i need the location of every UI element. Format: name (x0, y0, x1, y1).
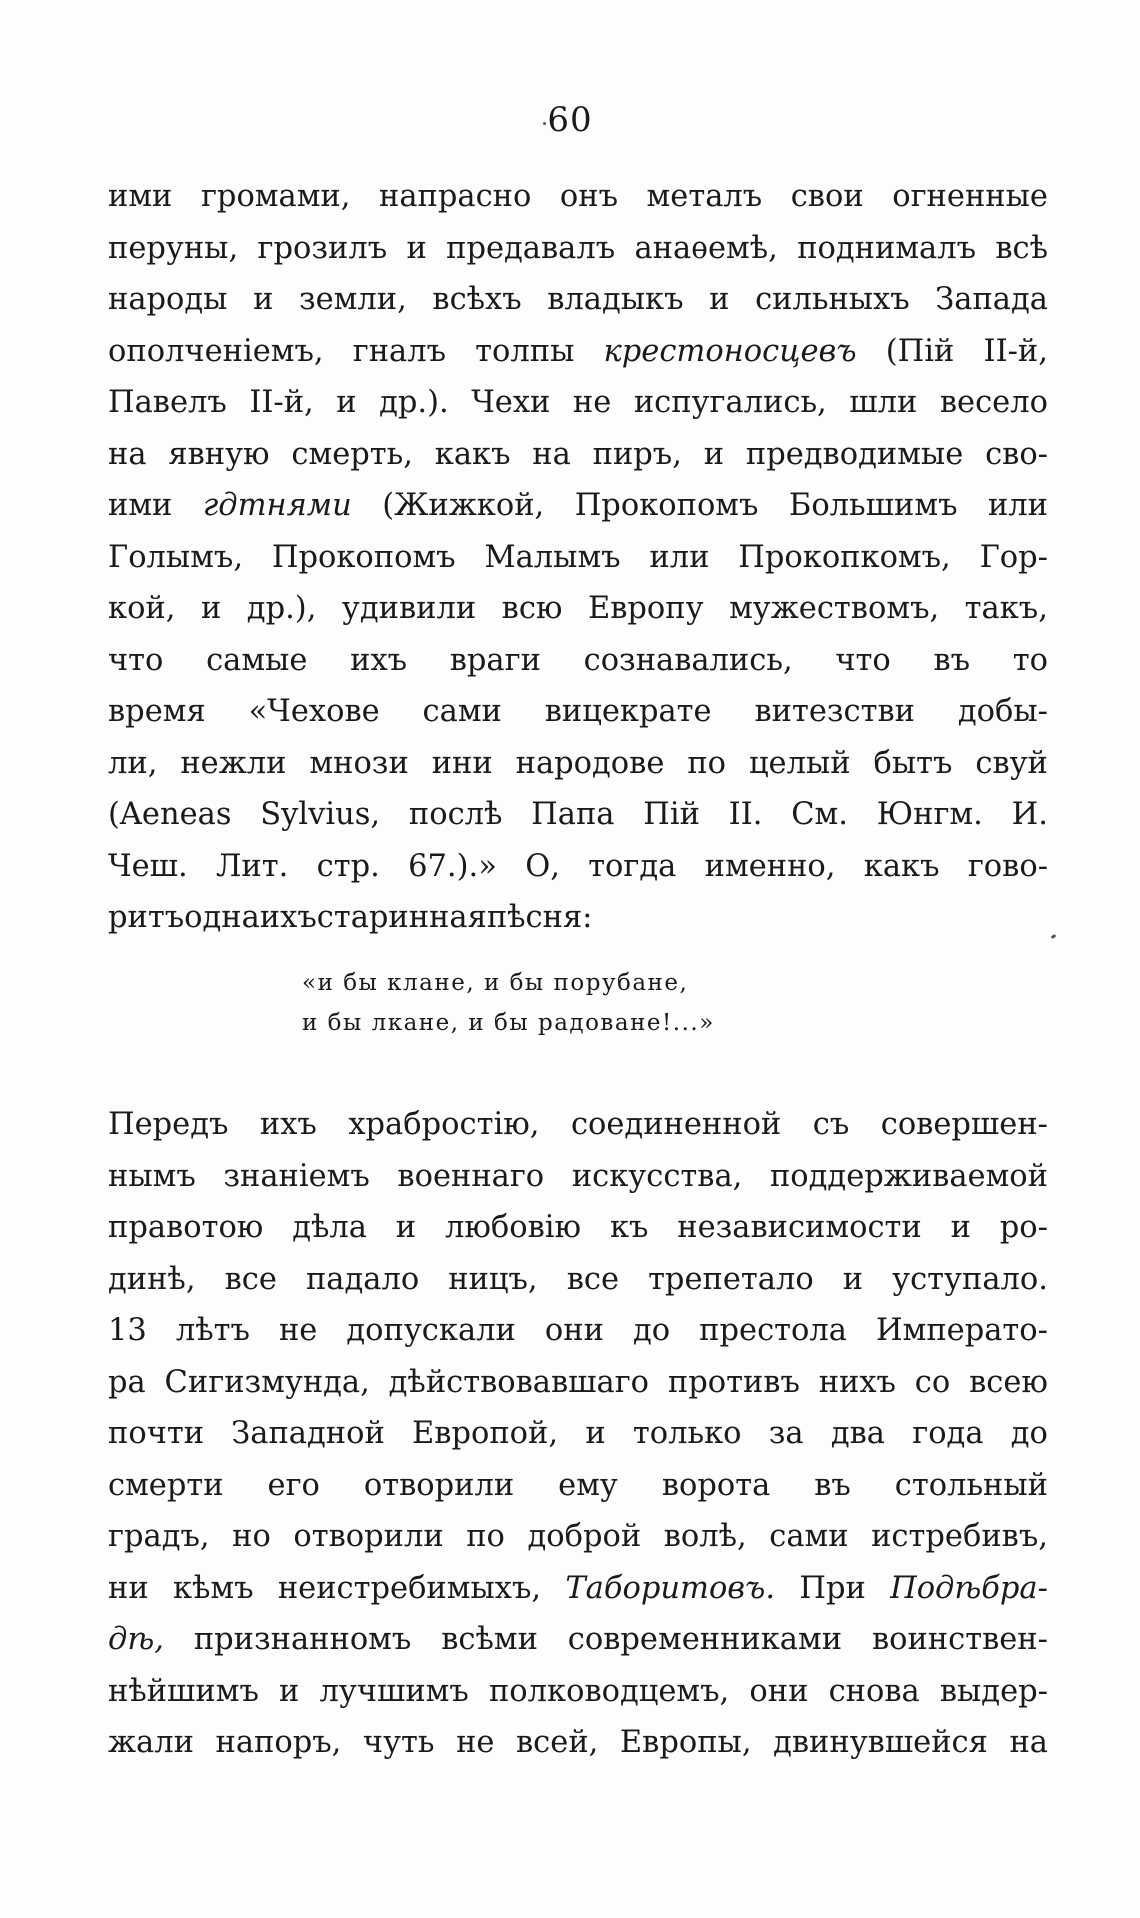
word: и (585, 1416, 606, 1451)
word: напоръ, (215, 1725, 342, 1760)
word: всѣхъ (432, 282, 522, 317)
word: др.), (246, 591, 317, 626)
word: независимости (677, 1210, 922, 1245)
word: вицекрате (544, 694, 712, 729)
word: что (835, 642, 891, 678)
word: О, (525, 848, 560, 884)
text-line (108, 1408, 1048, 1460)
word: ихъ (259, 900, 317, 935)
word: поднималъ (797, 230, 977, 266)
word: храбростію, (348, 1107, 540, 1142)
word: самые (206, 642, 308, 678)
word: тогда (588, 848, 677, 884)
word: земли, (299, 282, 407, 317)
text-line (108, 1357, 1048, 1409)
word: и (709, 282, 730, 317)
word: явную (168, 436, 270, 472)
text-line (108, 480, 1048, 532)
word: или (649, 539, 710, 575)
word: все (566, 1261, 619, 1297)
word: Юнгм. (876, 797, 983, 832)
word: др.). (379, 385, 449, 420)
word: жали (108, 1725, 194, 1760)
word: трепетало (648, 1261, 814, 1297)
word: Запада (935, 282, 1048, 317)
word: толпы (475, 333, 575, 369)
word: старинная (316, 900, 487, 935)
word: двинувшейся (773, 1725, 988, 1760)
word: и (842, 1261, 864, 1297)
word: всю (501, 591, 563, 626)
word: какъ (863, 848, 940, 884)
word: уступало. (892, 1261, 1048, 1297)
word: ополченіемъ, (108, 333, 324, 369)
word: (Жижкой, (382, 488, 545, 523)
word: то (1012, 642, 1048, 678)
word: градъ, (108, 1519, 210, 1554)
word: доброй (527, 1519, 642, 1554)
word: гово- (967, 848, 1048, 884)
word: шли (849, 385, 918, 420)
word: динѣ, (108, 1261, 196, 1297)
word: ра (108, 1364, 146, 1400)
word: Папа (531, 797, 615, 832)
word: и (200, 591, 222, 626)
word: дѣла (292, 1210, 367, 1245)
word: стольный (894, 1467, 1048, 1503)
word: Павелъ (108, 385, 227, 420)
word: и (253, 282, 274, 317)
word: нихъ (818, 1364, 896, 1400)
word: Прокопкомъ, (738, 539, 951, 575)
word: въ (814, 1467, 851, 1503)
word: искусства, (571, 1158, 743, 1194)
word: современниками (567, 1622, 843, 1657)
word: (Aeneas (108, 797, 232, 832)
word: военнаго (397, 1158, 545, 1194)
word: они (749, 1673, 809, 1709)
word: онъ (559, 179, 618, 214)
word: нѣйшимъ (108, 1673, 259, 1709)
text-line (108, 1254, 1048, 1306)
word: Европы, (619, 1725, 752, 1760)
word: ро- (999, 1210, 1048, 1245)
word: испугались, (633, 385, 827, 420)
word: грозилъ (257, 230, 388, 266)
word: не (572, 385, 612, 420)
word: и (336, 385, 357, 420)
word: Гор- (979, 539, 1048, 575)
word: бытъ (873, 745, 953, 781)
word: витезстви (754, 694, 915, 729)
word: ни (108, 1570, 149, 1606)
word: Прокопомъ (574, 488, 759, 523)
word: пиръ, (592, 436, 682, 472)
word: дѣйствовавшаго (388, 1364, 650, 1400)
word: по (466, 1519, 505, 1554)
word: все (224, 1261, 277, 1297)
word: только (632, 1416, 742, 1451)
paragraph-1 (108, 171, 1048, 944)
word: Чехи (471, 385, 551, 420)
word: ихъ (350, 642, 408, 678)
word: ворота (661, 1467, 771, 1503)
word: 67.).» (408, 848, 497, 884)
word: не (456, 1725, 495, 1760)
text-line (108, 1563, 1048, 1615)
word: II. (728, 797, 763, 832)
word: совершен- (880, 1107, 1048, 1142)
word: воинствен- (871, 1622, 1048, 1657)
word: и (395, 1210, 417, 1245)
word: кой, (108, 591, 176, 626)
word: пѣсня: (486, 900, 593, 935)
word: чуть (362, 1725, 435, 1760)
word: знаніемъ (223, 1158, 370, 1194)
word: лѣтъ (175, 1313, 250, 1348)
word: именно, (704, 848, 836, 884)
word: правотою (108, 1210, 264, 1245)
word: 13 (108, 1313, 147, 1348)
text-line (108, 1614, 1048, 1666)
word: почти (108, 1416, 205, 1451)
word: дѣ, (108, 1622, 164, 1657)
word: въ (933, 642, 971, 678)
word: ницъ, (448, 1261, 538, 1297)
word: Лит. (215, 848, 289, 884)
word: неистребимыхъ, (277, 1570, 542, 1606)
word: враги (449, 642, 541, 678)
word: добы- (957, 694, 1048, 729)
text-line (108, 326, 1048, 378)
word: не (278, 1313, 318, 1348)
word: его (267, 1467, 320, 1503)
word: крестоносцевъ (603, 333, 857, 369)
word: истребивъ, (871, 1519, 1048, 1554)
word: Прокопомъ (271, 539, 456, 575)
word: за (768, 1416, 804, 1451)
text-line (108, 1666, 1048, 1718)
word: отворили (363, 1467, 515, 1503)
paragraph-2 (108, 1099, 1048, 1769)
word: они (544, 1313, 604, 1348)
word: свои (790, 179, 864, 214)
word: къ (609, 1210, 649, 1245)
word: до (1010, 1416, 1048, 1451)
word: нымъ (108, 1158, 196, 1194)
word: удивили (341, 591, 477, 626)
word: II-й, (249, 385, 314, 420)
verse-line-1: «и бы клане, и бы порубане, (302, 970, 689, 996)
word: предводимые (745, 436, 964, 472)
text-line (108, 274, 1048, 326)
word: года (912, 1416, 984, 1451)
word: перуны, (108, 230, 239, 266)
text-line (108, 738, 1048, 790)
word: на (1009, 1725, 1048, 1760)
word: престола (699, 1313, 847, 1348)
word: и (279, 1673, 300, 1709)
word: кѣмъ (172, 1570, 254, 1606)
text-line (108, 635, 1048, 687)
text-line (108, 686, 1048, 738)
text-line (108, 583, 1048, 635)
word: свуй (975, 745, 1048, 781)
text-line (108, 171, 1048, 223)
word: Западной (231, 1416, 385, 1451)
word: сво- (985, 436, 1048, 472)
verse-line-2: и бы лкане, и бы радоване!...» (302, 1010, 715, 1036)
word: народове (515, 745, 665, 781)
word: и (703, 436, 725, 472)
word: Большимъ (788, 488, 958, 523)
word: гналъ (352, 333, 447, 369)
word: смерть, (291, 436, 413, 472)
word: сознавались, (583, 642, 793, 678)
word: стр. (316, 848, 380, 884)
word: громами, (200, 179, 351, 214)
word: Передъ (108, 1107, 229, 1142)
word: но (232, 1519, 271, 1554)
word: время (108, 694, 206, 729)
word: лучшимъ (319, 1673, 469, 1709)
word: целый (748, 745, 851, 781)
text-line (108, 1202, 1048, 1254)
word: одна (184, 900, 260, 935)
word: Императо- (876, 1313, 1048, 1348)
word: поддерживаемой (769, 1158, 1048, 1194)
word: ими (108, 488, 173, 523)
word: См. (791, 797, 848, 832)
word: ему (558, 1467, 618, 1503)
word: гдтнями (202, 488, 352, 523)
word: Пій (643, 797, 700, 832)
word: всѣми (441, 1622, 538, 1657)
text-line (108, 789, 1048, 841)
text-line (108, 892, 1048, 944)
word: мнози (309, 745, 409, 781)
text-line (108, 377, 1048, 429)
word: И. (1011, 797, 1048, 832)
word: Малымъ (484, 539, 621, 575)
word: два (830, 1416, 885, 1451)
page-number: 60 (547, 100, 593, 140)
word: ритъ (108, 900, 185, 935)
word: сильныхъ (755, 282, 910, 317)
word: народы (108, 282, 228, 317)
word: на (532, 436, 571, 472)
word: металъ (646, 179, 763, 214)
word: всѣ (995, 230, 1048, 266)
word: какъ (434, 436, 511, 472)
word: и (406, 230, 427, 266)
word: волѣ, (663, 1519, 747, 1554)
word: полководцемъ, (488, 1673, 730, 1709)
word: мужествомъ, (729, 591, 940, 626)
word: всей, (516, 1725, 599, 1760)
word: допускали (346, 1313, 516, 1348)
word: выдер- (939, 1673, 1048, 1709)
word: сами (769, 1519, 849, 1554)
word: любовію (444, 1210, 582, 1245)
word: Европу (587, 591, 704, 626)
word: владыкъ (547, 282, 684, 317)
word: признанномъ (193, 1622, 412, 1657)
word: ихъ (259, 1107, 317, 1142)
text-line (108, 532, 1048, 584)
text-line (108, 1305, 1048, 1357)
word: ини (431, 745, 493, 781)
word: снова (828, 1673, 920, 1709)
word: отворили (293, 1519, 444, 1554)
ink-speck (1051, 934, 1057, 939)
word: Сигизмунда, (164, 1364, 370, 1400)
text-line (108, 429, 1048, 481)
word: сами (422, 694, 502, 729)
word: Голымъ, (108, 539, 244, 575)
word: Чеш. (108, 848, 188, 884)
word: на (108, 436, 147, 472)
verse-quote (302, 963, 902, 1043)
word: до (632, 1313, 671, 1348)
word: съ (812, 1107, 850, 1142)
word: падало (305, 1261, 420, 1297)
word: противъ (667, 1364, 800, 1400)
word: по (687, 745, 727, 781)
word: ими (108, 179, 173, 214)
text-line (108, 1717, 1048, 1769)
word: ли, (108, 745, 158, 781)
word: II-й, (983, 333, 1048, 369)
word: что (108, 642, 164, 678)
word: Подѣбра- (890, 1570, 1048, 1606)
word: напрасно (379, 179, 532, 214)
word: или (987, 488, 1048, 523)
text-line (108, 1099, 1048, 1151)
text-line (108, 1151, 1048, 1203)
word: (Пій (885, 333, 955, 369)
text-line (108, 841, 1048, 893)
text-line (108, 1511, 1048, 1563)
word: такъ, (964, 591, 1048, 626)
word: Таборитовъ. (565, 1570, 776, 1606)
word: При (799, 1570, 866, 1606)
word: весело (939, 385, 1048, 420)
text-line (108, 223, 1048, 275)
word: со (914, 1364, 951, 1400)
word: Европой, (412, 1416, 559, 1451)
word: послѣ (408, 797, 503, 832)
text-line (108, 1460, 1048, 1512)
word: анаѳемѣ, (634, 230, 778, 266)
word: Sylvius, (260, 797, 381, 832)
word: «Чехове (248, 694, 380, 729)
word: нежли (180, 745, 287, 781)
word: и (950, 1210, 971, 1245)
word: всею (969, 1364, 1048, 1400)
word: соединенной (570, 1107, 782, 1142)
word: огненные (892, 179, 1048, 214)
word: смерти (108, 1467, 224, 1503)
word: предавалъ (446, 230, 616, 266)
